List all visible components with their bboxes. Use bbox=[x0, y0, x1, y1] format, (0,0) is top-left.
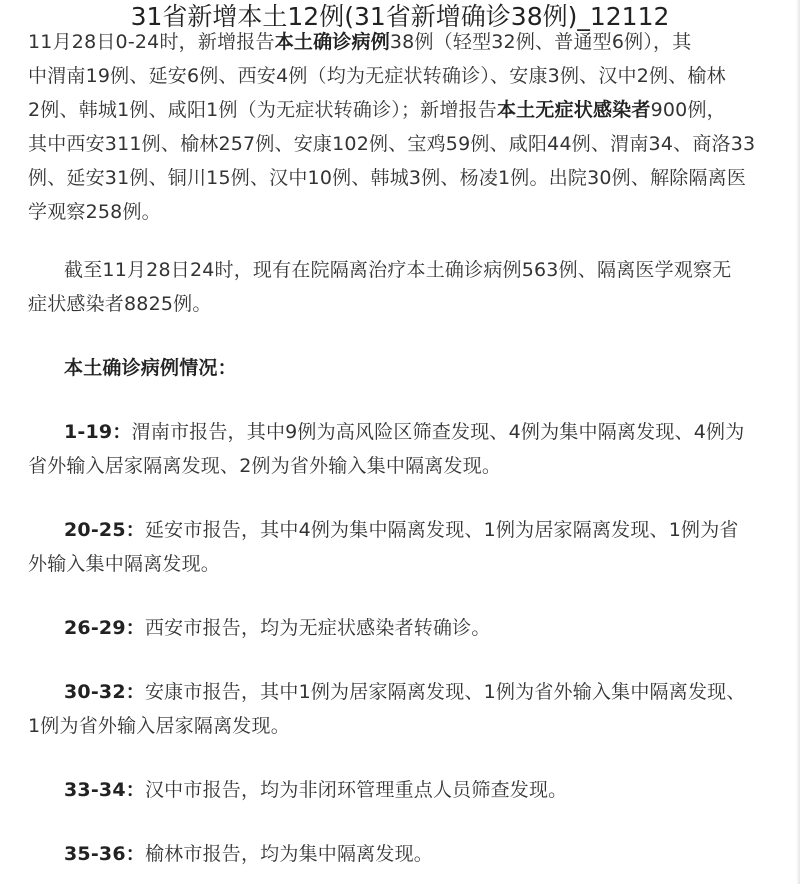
intro-line-4: 其中西安311例、榆林257例、安康102例、宝鸡59例、咸阳44例、渭南34、商洛33 bbox=[28, 133, 756, 155]
case-text: 榆林市报告，均为集中隔离发现。 bbox=[144, 843, 433, 865]
case-range: 30-32： bbox=[64, 681, 145, 703]
case-range: 26-29： bbox=[64, 617, 145, 639]
intro-text: 11月28日0-24时，新增报告 bbox=[28, 31, 275, 53]
intro-line-3 bbox=[28, 96, 726, 124]
case-3-line-1 bbox=[64, 614, 491, 642]
case-2-line-1 bbox=[64, 516, 739, 544]
case-text: 汉中市报告，均为非闭环管理重点人员筛查发现。 bbox=[144, 779, 568, 801]
summary-line-2: 症状感染者8825例。 bbox=[28, 293, 212, 315]
case-6-line-1 bbox=[64, 840, 433, 868]
intro-text: 38例（轻型32例、普通型6例），其 bbox=[389, 31, 692, 53]
case-text: 西安市报告，均为无症状感染者转确诊。 bbox=[144, 617, 491, 639]
summary-line-1: 截至11月28日24时，现有在院隔离治疗本土确诊病例563例、隔离医学观察无 bbox=[64, 259, 732, 281]
case-range: 1-19： bbox=[64, 421, 132, 443]
intro-line-1 bbox=[28, 28, 691, 56]
section-heading: 本土确诊病例情况： bbox=[64, 357, 237, 379]
case-1-line-2: 省外输入居家隔离发现、2例为省外输入集中隔离发现。 bbox=[28, 455, 502, 477]
intro-text: 900例， bbox=[650, 99, 726, 121]
intro-bold-text: 本土无症状感染者 bbox=[496, 99, 651, 121]
intro-line-6: 学观察258例。 bbox=[28, 201, 161, 223]
case-4-line-1 bbox=[64, 678, 746, 706]
case-text: 安康市报告，其中1例为居家隔离发现、1例为省外输入集中隔离发现、 bbox=[144, 681, 746, 703]
page-title: 31省新增本土12例(31省新增确诊38例)_12112 bbox=[130, 2, 670, 31]
case-5-line-1 bbox=[64, 776, 567, 804]
intro-line-5: 例、延安31例、铜川15例、汉中10例、韩城3例、杨凌1例。出院30例、解除隔离医 bbox=[28, 167, 747, 189]
case-4-line-2: 1例为省外输入居家隔离发现。 bbox=[28, 715, 290, 737]
case-text: 渭南市报告，其中9例为高风险区筛查发现、4例为集中隔离发现、4例为 bbox=[131, 421, 745, 443]
page-edge-shadow bbox=[796, 0, 800, 884]
case-range: 33-34： bbox=[64, 779, 145, 801]
intro-line-2: 中渭南19例、延安6例、西安4例（均为无症状转确诊）、安康3例、汉中2例、榆林 bbox=[28, 65, 726, 87]
intro-bold-text: 本土确诊病例 bbox=[274, 31, 390, 53]
case-range: 20-25： bbox=[64, 519, 145, 541]
intro-text: 2例、韩城1例、咸阳1例（为无症状转确诊）；新增报告 bbox=[28, 99, 497, 121]
case-1-line-1 bbox=[64, 418, 744, 446]
case-range: 35-36： bbox=[64, 843, 145, 865]
case-2-line-2: 外输入集中隔离发现。 bbox=[28, 553, 221, 575]
case-text: 延安市报告，其中4例为集中隔离发现、1例为居家隔离发现、1例为省 bbox=[144, 519, 739, 541]
